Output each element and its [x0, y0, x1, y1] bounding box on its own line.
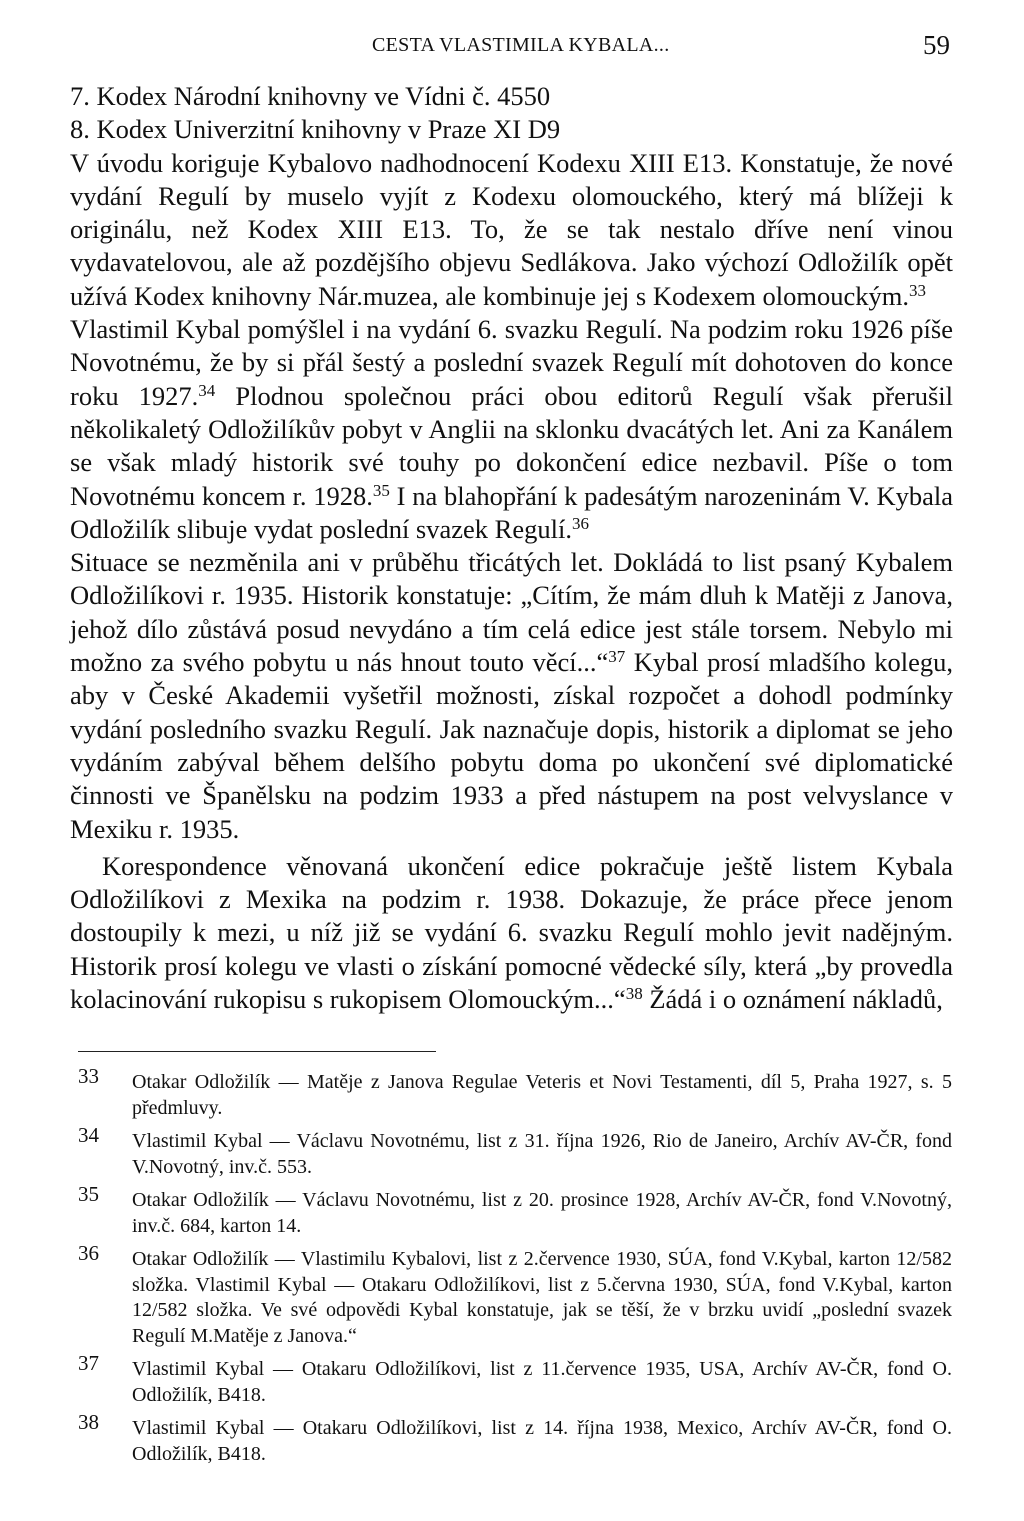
footnotes	[78, 1064, 952, 1475]
footnote-number: 36	[78, 1241, 99, 1265]
paragraph-4-text-a: Korespondence věnovaná ukončení edice pokračuje ještě listem Kybala Odložilíkovi z Mexika na podzim r. 1938. Dokazuje, že práce přece jenom dostoupily k mezi, u níž již se vydání 6. svazku Regulí mohlo jevit nadějným. Historik prosí kolegu ve vlasti o získání pomocné vědecké síly, která „by provedla kolacinování rukopisu s rukopisem Olomouckým...“	[70, 850, 953, 1015]
paragraph-2-text-c: I na blahopřání k padesátým narozeninám V. Kybala Odložilík slibuje vydat poslední svazek Regulí.	[70, 480, 953, 544]
body-text	[70, 80, 953, 1016]
list-item-8: 8. Kodex Univerzitní knihovny v Praze XI D9	[70, 114, 561, 145]
footnote-37	[78, 1351, 952, 1408]
paragraph-4-text-b: Žádá i o oznámení nákladů,	[642, 984, 943, 1015]
footnote-36	[78, 1241, 952, 1349]
running-head: CESTA VLASTIMILA KYBALA...	[372, 34, 670, 56]
footnote-text: Vlastimil Kybal — Václavu Novotnému, list z 31. října 1926, Rio de Janeiro, Archív AV-ČR, fond V.Novotný, inv.č. 553.	[132, 1130, 952, 1178]
paragraph-2-text-b: Plodnou společnou práci obou editorů Regulí však přerušil několikaletý Odložilíkův pobyt v Anglii na sklonku dvacátých let. Ani za Kanálem se však mladý historik své touhy po dokončení edice nezbavil. Píše o tom Novotnému koncem r. 1928.	[70, 380, 954, 511]
footnote-38	[78, 1410, 952, 1467]
footnote-text: Vlastimil Kybal — Otakaru Odložilíkovi, list z 14. října 1938, Mexico, Archív AV-ČR, fond O. Odložilík, B418.	[132, 1417, 952, 1465]
paragraph-4	[70, 850, 953, 1016]
footnote-number: 37	[78, 1351, 99, 1375]
paragraph-1-text: V úvodu koriguje Kybalovo nadhodnocení Kodexu XIII E13. Konstatuje, že nové vydání Regulí by muselo vyjít z Kodexu olomouckého, který má blížeji k originálu, než Kodex XIII E13. To, že se tak nestalo dříve není vinou vydavatelovou, ale až pozdějšího objevu Sedlákova. Jako výchozí Odložilík opět užívá Kodex knihovny Nár.muzea, ale kombinuje jej s Kodexem olomouckým.	[70, 147, 953, 311]
paragraph-3-text-a: Situace se nezměnila ani v průběhu třicátých let. Dokládá to list psaný Kybalem Odložilíkovi r. 1935. Historik konstatuje: „Cítím, že mám dluh k Matěji z Janova, jehož dílo zůstává posud nevydáno a tím celá edice jest stále torsem. Nebylo mi možno za svého pobytu u nás hnout touto věcí...“	[70, 547, 953, 678]
paragraph-2-text-a: Vlastimil Kybal pomýšlel i na vydání 6. svazku Regulí. Na podzim roku 1926 píše Novotnému, že by si přál šestý a poslední svazek Regulí mít dohotoven do konce roku 1927.	[70, 314, 953, 411]
footnote-number: 38	[78, 1410, 99, 1434]
paragraph-3	[70, 546, 953, 846]
footnote-text: Otakar Odložilík — Vlastimilu Kybalovi, list z 2.července 1930, SÚA, fond V.Kybal, karton 12/582 složka. Vlastimil Kybal — Otakaru Odložilíkovi, list z 5.června 1930, SÚA, fond V.Kybal, karton 12/582 složka. Ve své odpovědi Kybal konstatuje, jak se těší, že v brzku uvidí „poslední svazek Regulí M.Matěje z Janova.“	[132, 1248, 952, 1347]
footnote-34	[78, 1123, 952, 1180]
paragraph-3-text-b: Kybal prosí mladšího kolegu, aby v České Akademii vyšetřil možnosti, získal rozpočet a dohodl podmínky vydání posledního svazku Regulí. Jak naznačuje dopis, historik a diplomat se jeho vydáním zabýval během delšího pobytu doma po ukončení své diplomatické činnosti ve Španělsku na podzim 1933 a před nástupem na post velvyslance v Mexiku r. 1935.	[70, 647, 953, 844]
paragraph-2	[70, 313, 953, 546]
page-number: 59	[923, 30, 950, 60]
footnote-ref-33: 33	[908, 280, 926, 300]
footnote-ref-35: 35	[372, 480, 390, 500]
footnote-text: Otakar Odložilík — Matěje z Janova Regulae Veteris et Novi Testamenti, díl 5, Praha 1927, s. 5 předmluvy.	[132, 1071, 952, 1119]
footnote-ref-34: 34	[198, 380, 216, 400]
footnote-text: Otakar Odložilík — Václavu Novotnému, list z 20. prosince 1928, Archív AV-ČR, fond V.Novotný, inv.č. 684, karton 14.	[132, 1189, 952, 1237]
footnote-separator	[78, 1051, 436, 1052]
footnote-35	[78, 1182, 952, 1239]
footnote-number: 33	[78, 1064, 99, 1088]
footnote-number: 34	[78, 1123, 99, 1147]
footnote-ref-38: 38	[625, 984, 643, 1004]
footnote-number: 35	[78, 1182, 99, 1206]
footnote-ref-36: 36	[571, 513, 589, 533]
footnote-ref-37: 37	[608, 647, 626, 667]
list-item-7: 7. Kodex Národní knihovny ve Vídni č. 4550	[70, 81, 551, 111]
footnote-text: Vlastimil Kybal — Otakaru Odložilíkovi, list z 11.července 1935, USA, Archív AV-ČR, fond O. Odložilík, B418.	[132, 1358, 952, 1406]
paragraph-1	[70, 147, 953, 313]
footnote-33	[78, 1064, 952, 1121]
